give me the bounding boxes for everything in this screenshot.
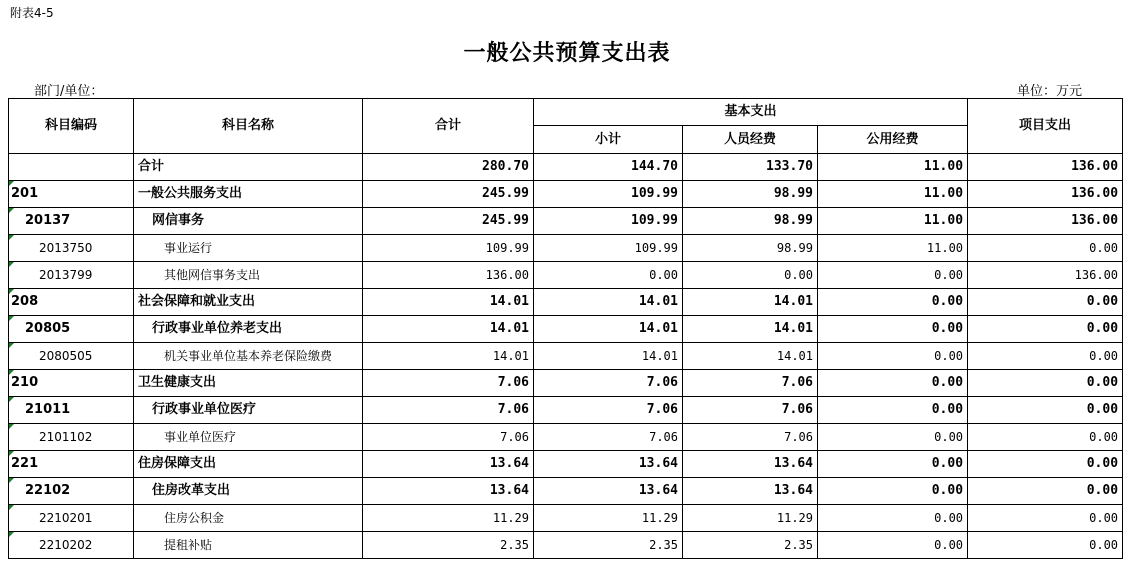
cell-personnel: 133.70 (683, 154, 818, 181)
table-row (9, 208, 1123, 235)
annex-label: 附表4-5 (10, 6, 54, 20)
cell-public: 0.00 (818, 397, 968, 424)
cell-subtotal: 7.06 (534, 424, 683, 451)
cell-total: 7.06 (363, 370, 534, 397)
header-name: 科目名称 (134, 99, 363, 154)
cell-personnel: 11.29 (683, 505, 818, 532)
cell-project: 0.00 (968, 343, 1123, 370)
header-project: 项目支出 (968, 99, 1123, 154)
table-row (9, 424, 1123, 451)
cell-subtotal: 0.00 (534, 262, 683, 289)
table-row (9, 343, 1123, 370)
cell-subtotal: 7.06 (534, 397, 683, 424)
cell-project: 136.00 (968, 208, 1123, 235)
cell-subtotal: 7.06 (534, 370, 683, 397)
header-code: 科目编码 (9, 99, 134, 154)
cell-project: 0.00 (968, 316, 1123, 343)
table-row (9, 451, 1123, 478)
table-row (9, 289, 1123, 316)
cell-public: 0.00 (818, 289, 968, 316)
cell-personnel: 7.06 (683, 370, 818, 397)
cell-total: 245.99 (363, 208, 534, 235)
cell-code: 201 (9, 181, 134, 208)
cell-code: 2210202 (9, 532, 134, 559)
header-personnel: 人员经费 (683, 126, 818, 154)
cell-project: 0.00 (968, 370, 1123, 397)
cell-subtotal: 14.01 (534, 343, 683, 370)
cell-total: 13.64 (363, 451, 534, 478)
header-basic: 基本支出 (534, 99, 968, 126)
cell-name: 住房改革支出 (134, 478, 363, 505)
header-subtotal: 小计 (534, 126, 683, 154)
cell-code: 2013750 (9, 235, 134, 262)
cell-public: 0.00 (818, 532, 968, 559)
cell-subtotal: 109.99 (534, 208, 683, 235)
cell-code: 2210201 (9, 505, 134, 532)
header-total: 合计 (363, 99, 534, 154)
table-row (9, 181, 1123, 208)
cell-subtotal: 14.01 (534, 316, 683, 343)
cell-name: 事业运行 (134, 235, 363, 262)
cell-project: 0.00 (968, 451, 1123, 478)
table-row (9, 370, 1123, 397)
cell-name: 行政事业单位医疗 (134, 397, 363, 424)
cell-public: 0.00 (818, 451, 968, 478)
cell-code: 2013799 (9, 262, 134, 289)
cell-total: 13.64 (363, 478, 534, 505)
cell-total: 7.06 (363, 424, 534, 451)
cell-total: 109.99 (363, 235, 534, 262)
cell-total: 7.06 (363, 397, 534, 424)
cell-public: 0.00 (818, 262, 968, 289)
cell-subtotal: 11.29 (534, 505, 683, 532)
cell-project: 0.00 (968, 424, 1123, 451)
cell-code: 208 (9, 289, 134, 316)
header-public: 公用经费 (818, 126, 968, 154)
cell-project: 0.00 (968, 397, 1123, 424)
cell-subtotal: 13.64 (534, 478, 683, 505)
cell-public: 11.00 (818, 181, 968, 208)
budget-table (8, 98, 1123, 559)
cell-subtotal: 109.99 (534, 181, 683, 208)
cell-public: 11.00 (818, 154, 968, 181)
cell-total: 14.01 (363, 343, 534, 370)
cell-public: 0.00 (818, 343, 968, 370)
table-row (9, 154, 1123, 181)
cell-total: 136.00 (363, 262, 534, 289)
page-title: 一般公共预算支出表 (463, 40, 671, 66)
cell-personnel: 98.99 (683, 235, 818, 262)
cell-name: 提租补贴 (134, 532, 363, 559)
cell-code: 22102 (9, 478, 134, 505)
cell-name: 合计 (134, 154, 363, 181)
table-row (9, 532, 1123, 559)
cell-project: 0.00 (968, 478, 1123, 505)
cell-total: 280.70 (363, 154, 534, 181)
cell-public: 0.00 (818, 478, 968, 505)
cell-code: 20805 (9, 316, 134, 343)
cell-personnel: 14.01 (683, 316, 818, 343)
table-row (9, 478, 1123, 505)
cell-project: 136.00 (968, 181, 1123, 208)
cell-personnel: 0.00 (683, 262, 818, 289)
cell-name: 网信事务 (134, 208, 363, 235)
cell-personnel: 7.06 (683, 424, 818, 451)
cell-code: 20137 (9, 208, 134, 235)
cell-name: 机关事业单位基本养老保险缴费 (134, 343, 363, 370)
cell-project: 136.00 (968, 154, 1123, 181)
cell-name: 住房公积金 (134, 505, 363, 532)
table-row (9, 397, 1123, 424)
cell-public: 11.00 (818, 235, 968, 262)
cell-project: 0.00 (968, 235, 1123, 262)
cell-project: 0.00 (968, 505, 1123, 532)
cell-personnel: 98.99 (683, 208, 818, 235)
cell-personnel: 98.99 (683, 181, 818, 208)
cell-subtotal: 109.99 (534, 235, 683, 262)
cell-code: 2101102 (9, 424, 134, 451)
cell-public: 0.00 (818, 505, 968, 532)
cell-project: 0.00 (968, 532, 1123, 559)
cell-total: 245.99 (363, 181, 534, 208)
cell-name: 社会保障和就业支出 (134, 289, 363, 316)
cell-name: 一般公共服务支出 (134, 181, 363, 208)
cell-total: 2.35 (363, 532, 534, 559)
cell-name: 卫生健康支出 (134, 370, 363, 397)
cell-project: 136.00 (968, 262, 1123, 289)
cell-personnel: 13.64 (683, 451, 818, 478)
cell-name: 其他网信事务支出 (134, 262, 363, 289)
cell-total: 14.01 (363, 316, 534, 343)
cell-project: 0.00 (968, 289, 1123, 316)
unit-label: 单位：万元 (1016, 84, 1082, 99)
cell-personnel: 7.06 (683, 397, 818, 424)
cell-name: 行政事业单位养老支出 (134, 316, 363, 343)
cell-name: 住房保障支出 (134, 451, 363, 478)
cell-public: 11.00 (818, 208, 968, 235)
cell-subtotal: 13.64 (534, 451, 683, 478)
cell-code: 2080505 (9, 343, 134, 370)
table-row (9, 505, 1123, 532)
cell-total: 11.29 (363, 505, 534, 532)
dept-label: 部门/单位： (34, 84, 104, 99)
table-row (9, 235, 1123, 262)
table-row (9, 262, 1123, 289)
cell-subtotal: 2.35 (534, 532, 683, 559)
cell-public: 0.00 (818, 370, 968, 397)
cell-personnel: 14.01 (683, 343, 818, 370)
cell-total: 14.01 (363, 289, 534, 316)
table-body (9, 154, 1123, 559)
cell-code (9, 154, 134, 181)
cell-subtotal: 144.70 (534, 154, 683, 181)
cell-public: 0.00 (818, 316, 968, 343)
table-row (9, 316, 1123, 343)
cell-personnel: 13.64 (683, 478, 818, 505)
cell-code: 221 (9, 451, 134, 478)
cell-name: 事业单位医疗 (134, 424, 363, 451)
cell-subtotal: 14.01 (534, 289, 683, 316)
cell-personnel: 2.35 (683, 532, 818, 559)
cell-code: 210 (9, 370, 134, 397)
cell-public: 0.00 (818, 424, 968, 451)
cell-code: 21011 (9, 397, 134, 424)
cell-personnel: 14.01 (683, 289, 818, 316)
